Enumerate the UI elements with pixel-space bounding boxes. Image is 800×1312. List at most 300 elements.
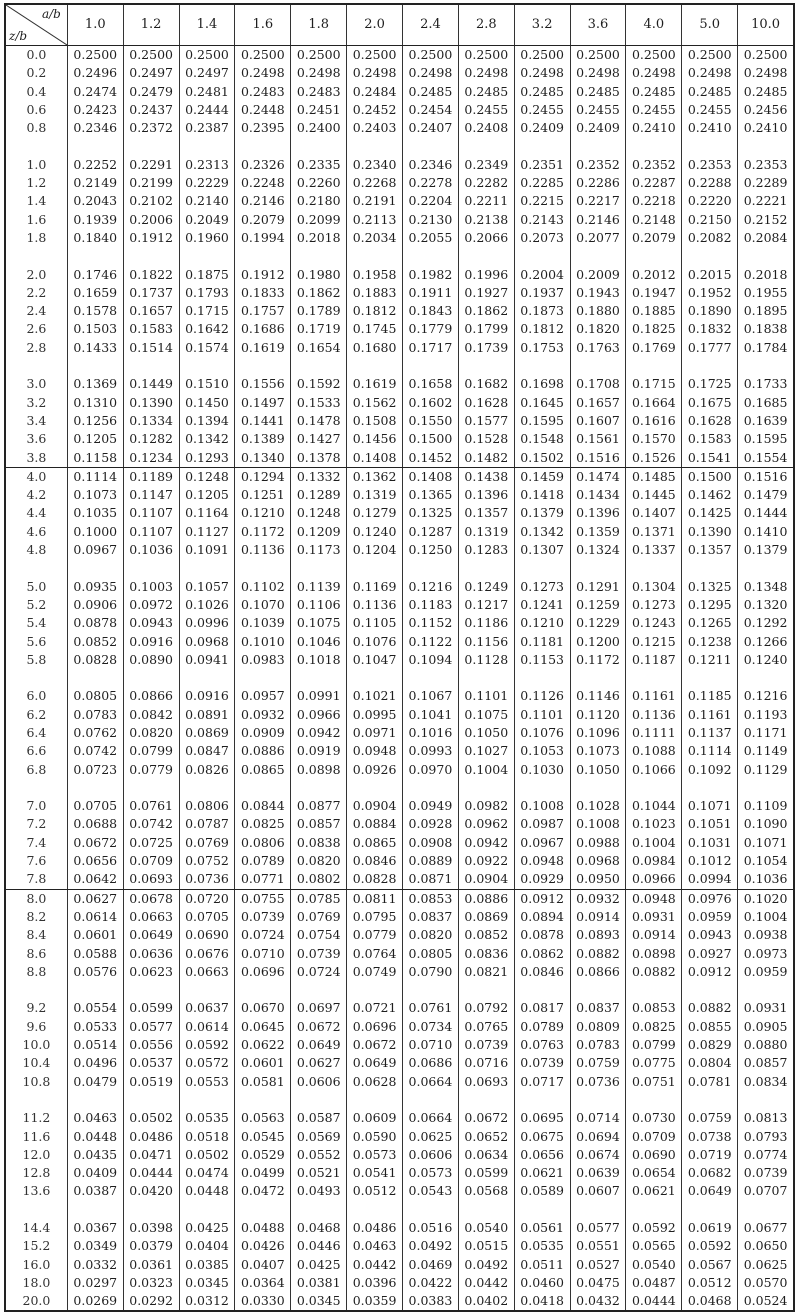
value-cell: 0.0488: [234, 1219, 290, 1237]
empty-cell: [123, 1091, 179, 1109]
empty-cell: [67, 1091, 123, 1109]
value-cell: 0.0716: [458, 1054, 514, 1072]
empty-cell: [290, 669, 346, 687]
value-cell: 0.1169: [346, 578, 402, 596]
column-header: 10.0: [737, 5, 793, 45]
empty-cell: [737, 357, 793, 375]
value-cell: 0.0793: [737, 1128, 793, 1146]
value-cell: 0.0385: [179, 1256, 235, 1274]
value-cell: 0.2352: [570, 156, 626, 174]
value-cell: 0.2220: [681, 192, 737, 210]
row-header-z-over-b: 0.6: [26, 101, 47, 117]
value-cell: 0.0959: [737, 963, 793, 981]
value-cell: 0.1310: [67, 394, 123, 412]
value-cell: 0.2012: [625, 266, 681, 284]
value-cell: 0.1050: [458, 724, 514, 742]
value-cell: 0.0599: [123, 999, 179, 1017]
table-row: [6, 815, 793, 833]
value-cell: 0.0468: [290, 1219, 346, 1237]
value-cell: 0.0825: [234, 815, 290, 833]
value-cell: 0.0619: [681, 1219, 737, 1237]
value-cell: 0.0736: [570, 1073, 626, 1091]
value-cell: 0.2403: [346, 119, 402, 137]
value-cell: 0.0463: [67, 1109, 123, 1127]
value-cell: 0.1996: [458, 266, 514, 284]
value-cell: 0.1094: [402, 651, 458, 669]
value-cell: 0.1348: [737, 578, 793, 596]
value-cell: 0.1980: [290, 266, 346, 284]
value-cell: 0.2409: [514, 119, 570, 137]
value-cell: 0.0675: [514, 1128, 570, 1146]
empty-cell: [67, 1201, 123, 1219]
value-cell: 0.1114: [681, 742, 737, 760]
value-cell: 0.0402: [458, 1292, 514, 1310]
empty-cell: [179, 669, 235, 687]
value-cell: 0.1114: [67, 468, 123, 486]
value-cell: 0.1548: [514, 430, 570, 448]
value-cell: 0.1101: [458, 687, 514, 705]
table-row: [6, 742, 793, 760]
value-cell: 0.1822: [123, 266, 179, 284]
empty-cell: [67, 559, 123, 577]
value-cell: 0.1390: [123, 394, 179, 412]
value-cell: 0.1777: [681, 339, 737, 357]
empty-cell: [123, 559, 179, 577]
column-header: 2.0: [346, 5, 402, 45]
value-cell: 0.0486: [346, 1219, 402, 1237]
empty-cell: [737, 779, 793, 797]
value-cell: 0.0425: [179, 1219, 235, 1237]
value-cell: 0.1832: [681, 320, 737, 338]
value-cell: 0.0649: [290, 1036, 346, 1054]
value-cell: 0.1378: [290, 449, 346, 467]
value-cell: 0.1441: [234, 412, 290, 430]
value-cell: 0.1840: [67, 229, 123, 247]
value-cell: 0.0837: [402, 908, 458, 926]
value-cell: 0.0710: [234, 945, 290, 963]
value-cell: 0.2313: [179, 156, 235, 174]
empty-cell: [67, 779, 123, 797]
value-cell: 0.0435: [67, 1146, 123, 1164]
value-cell: 0.0636: [123, 945, 179, 963]
value-cell: 0.0916: [179, 687, 235, 705]
value-cell: 0.0751: [625, 1073, 681, 1091]
value-cell: 0.1211: [681, 651, 737, 669]
value-cell: 0.1096: [570, 724, 626, 742]
value-cell: 0.2500: [346, 46, 402, 64]
value-cell: 0.1739: [458, 339, 514, 357]
value-cell: 0.2199: [123, 174, 179, 192]
empty-cell: [402, 137, 458, 155]
value-cell: 0.1283: [458, 541, 514, 559]
value-cell: 0.1193: [737, 706, 793, 724]
value-cell: 0.1023: [625, 815, 681, 833]
row-header-z-over-b: 2.0: [26, 266, 47, 282]
empty-cell: [67, 247, 123, 265]
empty-cell: [6, 559, 67, 577]
value-cell: 0.2150: [681, 211, 737, 229]
value-cell: 0.0720: [179, 890, 235, 908]
value-cell: 0.0790: [402, 963, 458, 981]
empty-cell: [6, 247, 67, 265]
value-cell: 0.1578: [67, 302, 123, 320]
empty-cell: [458, 779, 514, 797]
value-cell: 0.0627: [290, 1054, 346, 1072]
empty-cell: [458, 247, 514, 265]
value-cell: 0.0663: [123, 908, 179, 926]
value-cell: 0.1050: [570, 761, 626, 779]
value-cell: 0.0996: [179, 614, 235, 632]
value-cell: 0.2498: [681, 64, 737, 82]
value-cell: 0.0387: [67, 1182, 123, 1200]
value-cell: 0.0738: [681, 1128, 737, 1146]
value-cell: 0.1960: [179, 229, 235, 247]
value-cell: 0.1036: [737, 870, 793, 888]
value-cell: 0.2287: [625, 174, 681, 192]
value-cell: 0.2018: [290, 229, 346, 247]
empty-cell: [179, 559, 235, 577]
empty-cell: [514, 1091, 570, 1109]
empty-cell: [514, 357, 570, 375]
value-cell: 0.2497: [123, 64, 179, 82]
value-cell: 0.0714: [570, 1109, 626, 1127]
value-cell: 0.0670: [234, 999, 290, 1017]
value-cell: 0.0852: [67, 633, 123, 651]
value-cell: 0.0710: [402, 1036, 458, 1054]
value-cell: 0.2484: [346, 83, 402, 101]
value-cell: 0.0906: [67, 596, 123, 614]
value-cell: 0.1516: [570, 449, 626, 467]
value-cell: 0.0739: [458, 1036, 514, 1054]
value-cell: 0.2217: [570, 192, 626, 210]
value-cell: 0.1503: [67, 320, 123, 338]
value-cell: 0.2410: [625, 119, 681, 137]
value-cell: 0.0468: [681, 1292, 737, 1310]
table-row: [6, 302, 793, 320]
value-cell: 0.0664: [402, 1073, 458, 1091]
value-cell: 0.0709: [123, 852, 179, 870]
value-cell: 0.1076: [346, 633, 402, 651]
value-cell: 0.1243: [625, 614, 681, 632]
value-cell: 0.0764: [346, 945, 402, 963]
value-cell: 0.0493: [290, 1182, 346, 1200]
value-cell: 0.0407: [234, 1256, 290, 1274]
value-cell: 0.1433: [67, 339, 123, 357]
value-cell: 0.0866: [123, 687, 179, 705]
value-cell: 0.0567: [681, 1256, 737, 1274]
value-cell: 0.2451: [290, 101, 346, 119]
value-cell: 0.1462: [681, 486, 737, 504]
value-cell: 0.1371: [625, 523, 681, 541]
table-row: [6, 651, 793, 669]
value-cell: 0.1109: [737, 797, 793, 815]
value-cell: 0.1215: [625, 633, 681, 651]
empty-cell: [458, 1201, 514, 1219]
value-cell: 0.2485: [681, 83, 737, 101]
value-cell: 0.0330: [234, 1292, 290, 1310]
value-cell: 0.1091: [179, 541, 235, 559]
value-cell: 0.1021: [346, 687, 402, 705]
table-row: [6, 1018, 793, 1036]
value-cell: 0.0893: [570, 926, 626, 944]
value-cell: 0.1875: [179, 266, 235, 284]
table-row: [6, 633, 793, 651]
value-cell: 0.0607: [570, 1182, 626, 1200]
table-row: [6, 430, 793, 448]
value-cell: 0.0806: [179, 797, 235, 815]
value-cell: 0.0734: [402, 1018, 458, 1036]
value-cell: 0.0828: [346, 870, 402, 888]
value-cell: 0.1028: [570, 797, 626, 815]
empty-cell: [346, 1201, 402, 1219]
value-cell: 0.1304: [625, 578, 681, 596]
value-cell: 0.1273: [514, 578, 570, 596]
empty-cell: [681, 357, 737, 375]
value-cell: 0.0696: [234, 963, 290, 981]
value-cell: 0.0789: [234, 852, 290, 870]
empty-cell: [6, 981, 67, 999]
value-cell: 0.0332: [67, 1256, 123, 1274]
column-header: 1.6: [234, 5, 290, 45]
row-header-z-over-b: 3.2: [26, 394, 47, 410]
value-cell: 0.1911: [402, 284, 458, 302]
empty-cell: [570, 1201, 626, 1219]
value-cell: 0.1291: [570, 578, 626, 596]
value-cell: 0.0349: [67, 1237, 123, 1255]
value-cell: 0.1912: [123, 229, 179, 247]
value-cell: 0.0869: [458, 908, 514, 926]
spacer-row: [6, 669, 793, 687]
value-cell: 0.2335: [290, 156, 346, 174]
value-cell: 0.0693: [458, 1073, 514, 1091]
value-cell: 0.1030: [514, 761, 570, 779]
value-cell: 0.0554: [67, 999, 123, 1017]
value-cell: 0.1407: [625, 504, 681, 522]
empty-cell: [458, 137, 514, 155]
value-cell: 0.1449: [123, 375, 179, 393]
value-cell: 0.0717: [514, 1073, 570, 1091]
value-cell: 0.1583: [681, 430, 737, 448]
value-cell: 0.1153: [514, 651, 570, 669]
table-row: [6, 870, 793, 888]
empty-cell: [234, 779, 290, 797]
value-cell: 0.2498: [737, 64, 793, 82]
value-cell: 0.2498: [514, 64, 570, 82]
value-cell: 0.2221: [737, 192, 793, 210]
table-row: [6, 467, 793, 486]
table-row: [6, 852, 793, 870]
value-cell: 0.1008: [570, 815, 626, 833]
value-cell: 0.1044: [625, 797, 681, 815]
value-cell: 0.0877: [290, 797, 346, 815]
value-cell: 0.0367: [67, 1219, 123, 1237]
value-cell: 0.0894: [514, 908, 570, 926]
value-cell: 0.0576: [67, 963, 123, 981]
value-cell: 0.1172: [570, 651, 626, 669]
value-cell: 0.2138: [458, 211, 514, 229]
value-cell: 0.1139: [290, 578, 346, 596]
row-header-z-over-b: 9.6: [26, 1018, 47, 1034]
spacer-row: [6, 779, 793, 797]
value-cell: 0.2015: [681, 266, 737, 284]
value-cell: 0.1357: [681, 541, 737, 559]
empty-cell: [346, 137, 402, 155]
value-cell: 0.0705: [67, 797, 123, 815]
value-cell: 0.0518: [179, 1128, 235, 1146]
value-cell: 0.1843: [402, 302, 458, 320]
table-row: [6, 945, 793, 963]
value-cell: 0.1427: [290, 430, 346, 448]
value-cell: 0.0804: [681, 1054, 737, 1072]
value-cell: 0.1209: [290, 523, 346, 541]
value-cell: 0.1054: [737, 852, 793, 870]
empty-cell: [402, 247, 458, 265]
value-cell: 0.1474: [570, 468, 626, 486]
value-cell: 0.0622: [234, 1036, 290, 1054]
value-cell: 0.0932: [570, 890, 626, 908]
value-cell: 0.0645: [234, 1018, 290, 1036]
value-cell: 0.2130: [402, 211, 458, 229]
empty-cell: [346, 247, 402, 265]
value-cell: 0.1753: [514, 339, 570, 357]
value-cell: 0.2143: [514, 211, 570, 229]
value-cell: 0.0865: [346, 834, 402, 852]
value-cell: 0.0813: [737, 1109, 793, 1127]
row-header-z-over-b: 20.0: [22, 1293, 51, 1309]
value-cell: 0.0383: [402, 1292, 458, 1310]
empty-cell: [179, 779, 235, 797]
row-header-z-over-b: 5.4: [26, 615, 47, 631]
value-cell: 0.2285: [514, 174, 570, 192]
value-cell: 0.1658: [402, 375, 458, 393]
value-cell: 0.0672: [458, 1109, 514, 1127]
value-cell: 0.0269: [67, 1292, 123, 1310]
spacer-row: [6, 1201, 793, 1219]
value-cell: 0.1342: [179, 430, 235, 448]
value-cell: 0.0577: [123, 1018, 179, 1036]
value-cell: 0.0820: [123, 724, 179, 742]
row-header-z-over-b: 1.4: [26, 193, 47, 209]
value-cell: 0.1390: [681, 523, 737, 541]
value-cell: 0.1046: [290, 633, 346, 651]
value-cell: 0.1561: [570, 430, 626, 448]
value-cell: 0.2268: [346, 174, 402, 192]
value-cell: 0.1958: [346, 266, 402, 284]
value-cell: 0.0686: [402, 1054, 458, 1072]
value-cell: 0.1185: [681, 687, 737, 705]
value-cell: 0.1008: [514, 797, 570, 815]
row-header-z-over-b: 6.4: [26, 724, 47, 740]
value-cell: 0.0721: [346, 999, 402, 1017]
value-cell: 0.1294: [234, 468, 290, 486]
value-cell: 0.2497: [179, 64, 235, 82]
value-cell: 0.0792: [458, 999, 514, 1017]
value-cell: 0.0842: [123, 706, 179, 724]
value-cell: 0.2146: [234, 192, 290, 210]
value-cell: 0.0967: [514, 834, 570, 852]
row-header-z-over-b: 2.4: [26, 303, 47, 319]
value-cell: 0.0573: [402, 1164, 458, 1182]
value-cell: 0.0994: [681, 870, 737, 888]
value-cell: 0.0926: [346, 761, 402, 779]
value-cell: 0.1883: [346, 284, 402, 302]
value-cell: 0.2452: [346, 101, 402, 119]
value-cell: 0.1071: [737, 834, 793, 852]
value-cell: 0.0587: [290, 1109, 346, 1127]
value-cell: 0.0862: [514, 945, 570, 963]
empty-cell: [625, 357, 681, 375]
value-cell: 0.1459: [514, 468, 570, 486]
value-cell: 0.0916: [123, 633, 179, 651]
empty-cell: [681, 1201, 737, 1219]
value-cell: 0.0853: [402, 890, 458, 908]
value-cell: 0.0663: [179, 963, 235, 981]
row-header-z-over-b: 5.0: [26, 578, 47, 594]
value-cell: 0.0898: [290, 761, 346, 779]
value-cell: 0.0739: [514, 1054, 570, 1072]
value-cell: 0.2082: [681, 229, 737, 247]
value-cell: 0.2485: [458, 83, 514, 101]
value-cell: 0.1554: [737, 449, 793, 467]
empty-cell: [514, 247, 570, 265]
row-header-z-over-b: 10.8: [22, 1073, 51, 1089]
value-cell: 0.1445: [625, 486, 681, 504]
value-cell: 0.1319: [458, 523, 514, 541]
value-cell: 0.0973: [737, 945, 793, 963]
value-cell: 0.0519: [123, 1073, 179, 1091]
row-header-z-over-b: 18.0: [22, 1274, 51, 1290]
value-cell: 0.2498: [234, 64, 290, 82]
row-header-z-over-b: 6.8: [26, 761, 47, 777]
value-cell: 0.1200: [570, 633, 626, 651]
value-cell: 0.0761: [402, 999, 458, 1017]
value-cell: 0.1657: [570, 394, 626, 412]
value-cell: 0.2289: [737, 174, 793, 192]
value-cell: 0.0811: [346, 890, 402, 908]
value-cell: 0.2500: [402, 46, 458, 64]
value-cell: 0.1450: [179, 394, 235, 412]
value-cell: 0.0540: [458, 1219, 514, 1237]
value-cell: 0.2485: [570, 83, 626, 101]
value-cell: 0.1394: [179, 412, 235, 430]
value-cell: 0.0656: [514, 1146, 570, 1164]
empty-cell: [681, 1091, 737, 1109]
table-row: [6, 523, 793, 541]
value-cell: 0.1595: [514, 412, 570, 430]
value-cell: 0.0621: [514, 1164, 570, 1182]
value-cell: 0.1047: [346, 651, 402, 669]
value-cell: 0.1039: [234, 614, 290, 632]
empty-cell: [625, 669, 681, 687]
empty-cell: [346, 981, 402, 999]
value-cell: 0.2140: [179, 192, 235, 210]
value-cell: 0.0724: [234, 926, 290, 944]
value-cell: 0.0821: [458, 963, 514, 981]
value-cell: 0.1533: [290, 394, 346, 412]
table-row: [6, 64, 793, 82]
value-cell: 0.2113: [346, 211, 402, 229]
empty-cell: [625, 1201, 681, 1219]
row-header-z-over-b: 0.2: [26, 65, 47, 81]
table-row: [6, 834, 793, 852]
value-cell: 0.1812: [346, 302, 402, 320]
value-cell: 0.1161: [681, 706, 737, 724]
value-cell: 0.2455: [458, 101, 514, 119]
value-cell: 0.1217: [458, 596, 514, 614]
value-cell: 0.2408: [458, 119, 514, 137]
value-cell: 0.0882: [625, 963, 681, 981]
table-row: [6, 83, 793, 101]
